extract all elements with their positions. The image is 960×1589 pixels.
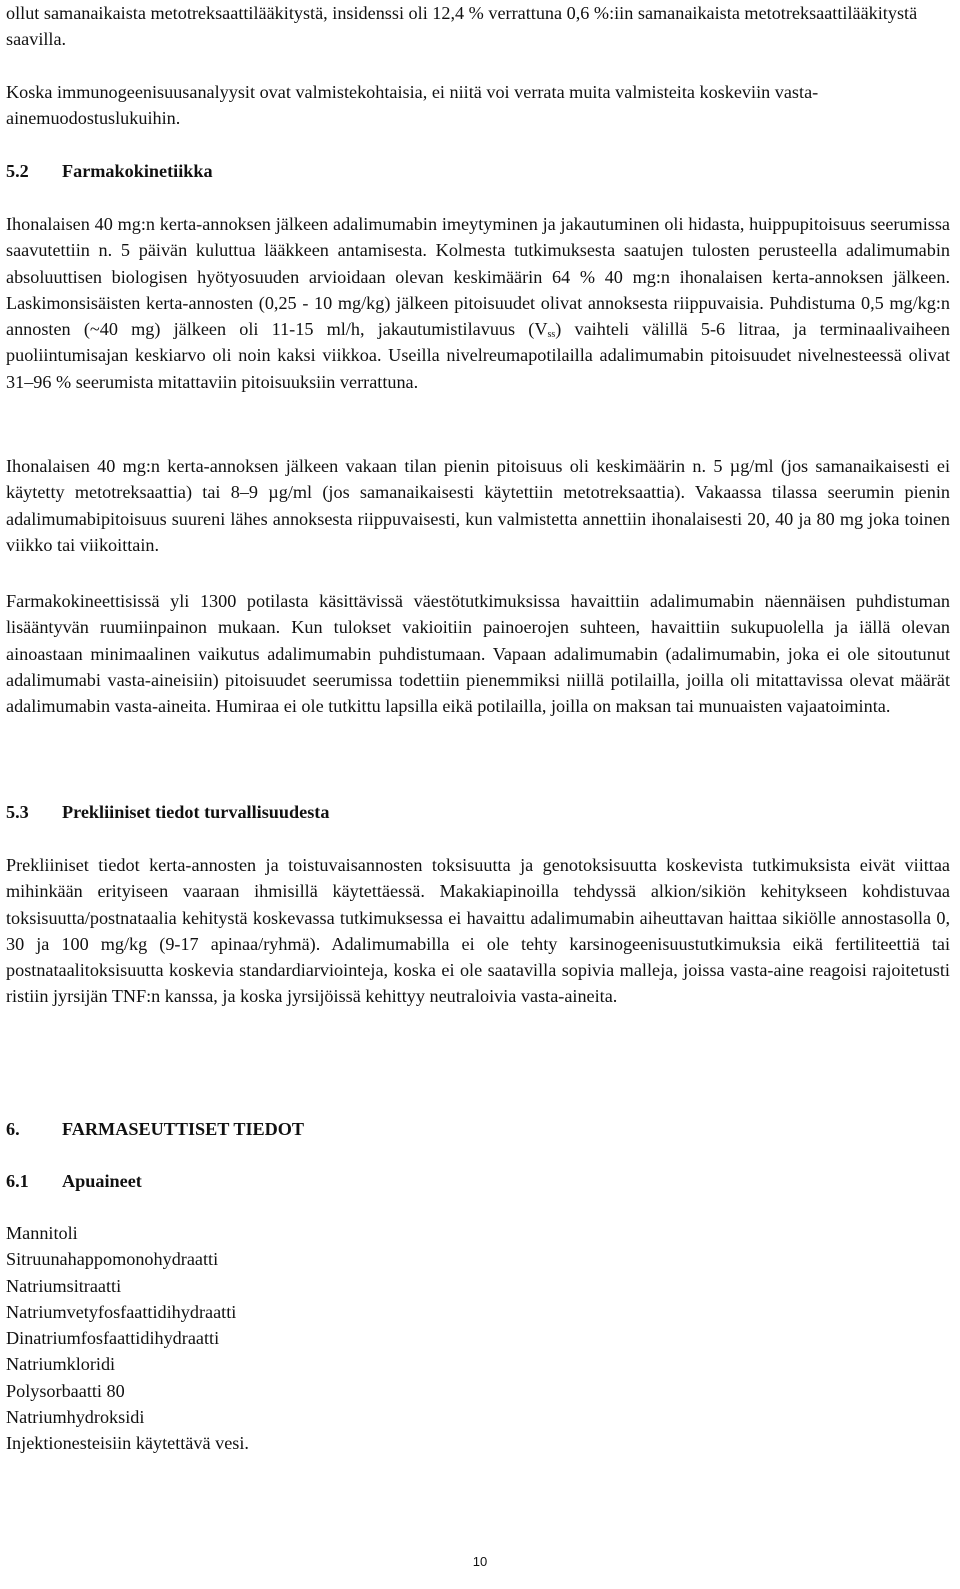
list-item: Natriumhydroksidi: [6, 1407, 145, 1428]
section-6-1-heading: [6, 1168, 950, 1194]
list-item: Mannitoli: [6, 1223, 78, 1243]
section-5-3-heading: [6, 799, 950, 825]
section-title: Prekliiniset tiedot turvallisuudesta: [62, 802, 330, 822]
section-number: 5.2: [6, 161, 29, 181]
list-item: Polysorbaatti 80: [6, 1380, 125, 1401]
section-number: 5.3: [6, 802, 29, 822]
pharmacokinetics-paragraph-1: Ihonalaisen 40 mg:n kerta-annoksen jälkeen adalimumabin imeytyminen ja jakautuminen oli hidasta, huippupitoisuus seerumissa saavutettiin n. 5 päivän kuluttua lääkkeen antamisesta. Kolmesta tutkimuksesta saatujen tulosten perusteella adalimumabin absoluuttisen biologisen hyötyosuuden arvioidaan olevan keskimäärin 64 % 40 mg:n ihonalaisen kerta-annoksen jälkeen. Laskimonsisäisten kerta-annosten (0,25 - 10 mg/kg) jälkeen pitoisuudet olivat annoksesta riippuvaisia. Puhdistuma 0,5 mg/kg:n annosten (~40 mg) jälkeen oli 11-15 ml/h, jakautumistilavuus $(V_{ss})$ vaihteli välillä 5-6 litraa, ja terminaalivaiheen puoliintumisajan keskiarvo oli noin kaksi viikkoa. Useilla nivelreumapotilailla adalimumabin pitoisuudet nivelnesteessä olivat 31–96 % seerumista mitattaviin pitoisuuksiin verrattuna.: [6, 214, 950, 392]
section-title: Apuaineet: [62, 1171, 142, 1191]
excipients-list: [6, 1220, 249, 1457]
list-item: Natriumkloridi: [6, 1354, 116, 1375]
section-title: FARMASEUTTISET TIEDOT: [62, 1119, 305, 1139]
section-number: 6.1: [6, 1171, 29, 1191]
section-6-heading: [6, 1116, 950, 1142]
pharmacokinetics-paragraph-2: Ihonalaisen 40 mg:n kerta-annoksen jälkeen vakaan tilan pienin pitoisuus oli keskimäärin n. 5 µg/ml (jos samanaikaisesti ei käytetty metotreksaattia) tai 8–9 µg/ml (jos samanaikaisesti käytettiin metotreksaattia). Vakaassa tilassa seerumin pienin adalimumabipitoisuus suureni lähes annoksesta riippuvaisesti, kun valmistetta annettiin ihonalaisesti 20, 40 ja 80 mg joka toinen viikko tai viikoittain.: [6, 456, 950, 555]
section-title: Farmakokinetiikka: [62, 161, 213, 181]
list-item: Injektionesteisiin käytettävä vesi.: [6, 1433, 249, 1454]
list-item: Sitruunahappomonohydraatti: [6, 1249, 219, 1270]
list-item: Natriumvetyfosfaattidihydraatti: [6, 1301, 237, 1322]
section-5-2-heading: [6, 158, 950, 184]
list-item: Dinatriumfosfaattidihydraatti: [6, 1328, 220, 1349]
immunogenicity-paragraph: Koska immunogeenisuusanalyysit ovat valmistekohtaisia, ei niitä voi verrata muita valmisteita koskeviin vasta-ainemuodostuslukuihin.: [6, 82, 819, 129]
subscript-ss: ss: [547, 329, 556, 341]
preclinical-paragraph: Prekliiniset tiedot kerta-annosten ja toistuvaisannosten toksisuutta ja genotoksisuutta koskevista tutkimuksista eivät viittaa mihinkään erityiseen vaaraan ihmisillä käytettäessä. Makakiapinoilla tehdyssä alkion/sikiön kehitykseen kohdistuvaa toksisuutta/postnataalia kehitystä koskevassa tutkimuksessa ei havaittu adalimumabin aiheuttavan haittaa sikiölle annostasolla 0, 30 ja 100 mg/kg (9-17 apinaa/ryhmä). Adalimumabilla ei ole tehty karsinogeenisuustutkimuksia eikä fertiliteettiä tai postnataalitoksisuutta koskevia standardiarviointeja, koska ei ole saatavilla sopivia malleja, joissa vasta-aine reagoisi rajoitetusti ristiin jyrsijän TNF:n kanssa, ja koska jyrsijöissä kehittyy neutraloivia vasta-aineita.: [6, 855, 950, 1007]
pharmacokinetics-paragraph-3: Farmakokineettisissä yli 1300 potilasta käsittävissä väestötutkimuksissa havaittiin adalimumabin näennäisen puhdistuman lisääntyvän ruumiinpainon mukaan. Kun tulokset vakioitiin painoerojen suhteen, havaittiin sukupuolella ja iällä olevan ainoastaan minimaalinen vaikutus adalimumabin puhdistumaan. Vapaan adalimumabin (adalimumabin, joka ei ole sitoutunut adalimumabi vasta-aineisiin) pitoisuudet seerumissa todettiin pienemmiksi niillä potilailla, joilla oli mitattavissa olevat määrät adalimumabin vasta-aineita. Humiraa ei ole tutkittu lapsilla eikä potilailla, joilla on maksan tai munuaisten vajaatoiminta.: [6, 591, 950, 717]
continued-paragraph: ollut samanaikaista metotreksaattilääkitystä, insidenssi oli 12,4 % verrattuna 0,6 %:iin samanaikaista metotreksaattilääkitystä saavilla.: [6, 3, 918, 50]
section-number: 6.: [6, 1119, 20, 1139]
list-item: Natriumsitraatti: [6, 1275, 122, 1296]
page-number: 10: [472, 1554, 488, 1569]
